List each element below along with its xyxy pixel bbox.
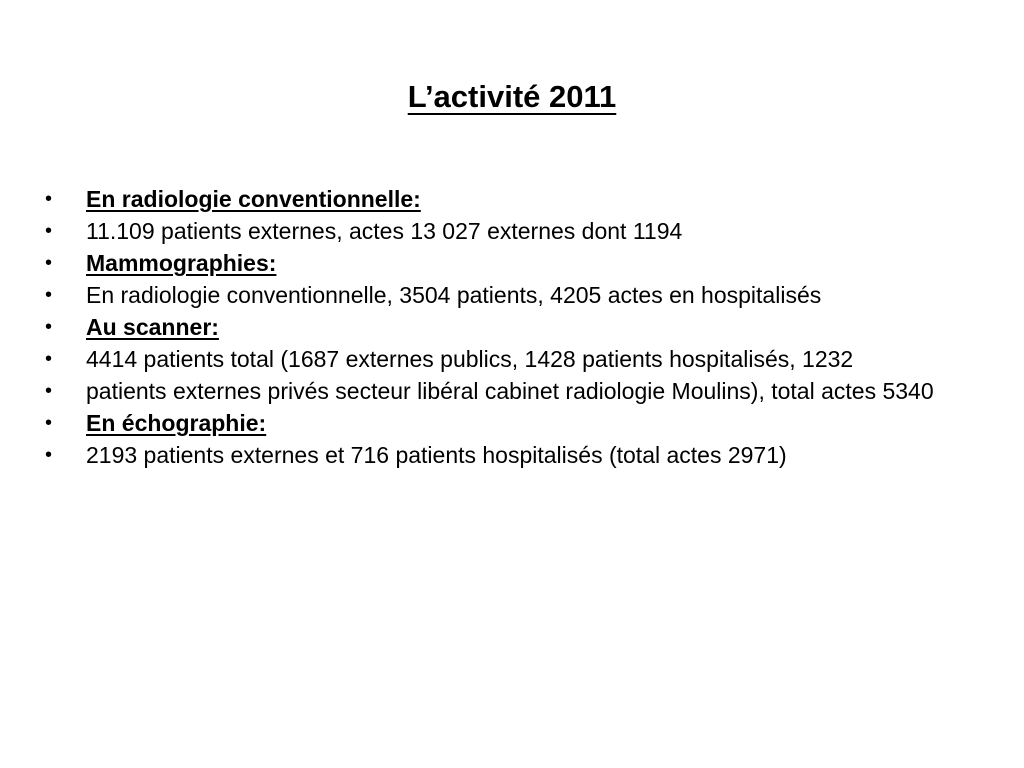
section-heading: En radiologie conventionnelle:	[86, 186, 421, 212]
section-heading: Au scanner:	[86, 314, 219, 340]
list-item	[45, 282, 945, 308]
bullet-icon: •	[45, 444, 53, 466]
list-item	[45, 410, 945, 436]
bullet-icon: •	[45, 252, 53, 274]
section-heading: Mammographies:	[86, 250, 277, 276]
list-item	[45, 378, 945, 404]
bullet-icon: •	[45, 348, 53, 370]
bullet-text: En radiologie conventionnelle, 3504 patients, 4205 actes en hospitalisés	[86, 282, 822, 308]
slide-title-text: L’activité 2011	[407, 79, 617, 114]
list-item	[45, 346, 945, 372]
bullet-list	[45, 186, 945, 474]
bullet-icon: •	[45, 220, 53, 242]
list-item	[45, 442, 945, 468]
bullet-icon: •	[45, 284, 53, 306]
bullet-text: 4414 patients total (1687 externes publics, 1428 patients hospitalisés, 1232	[86, 346, 854, 372]
slide-title	[0, 77, 1024, 117]
list-item	[45, 314, 945, 340]
bullet-text: 2193 patients externes et 716 patients hospitalisés (total actes 2971)	[86, 442, 787, 468]
section-heading: En échographie:	[86, 410, 267, 436]
bullet-icon: •	[45, 188, 53, 210]
bullet-icon: •	[45, 316, 53, 338]
bullet-icon: •	[45, 412, 53, 434]
list-item	[45, 218, 945, 244]
bullet-text: 11.109 patients externes, actes 13 027 externes dont 1194	[86, 218, 683, 244]
list-item	[45, 250, 945, 276]
bullet-text: patients externes privés secteur libéral cabinet radiologie Moulins), total actes 5340	[86, 378, 934, 404]
bullet-icon: •	[45, 380, 53, 402]
list-item	[45, 186, 945, 212]
